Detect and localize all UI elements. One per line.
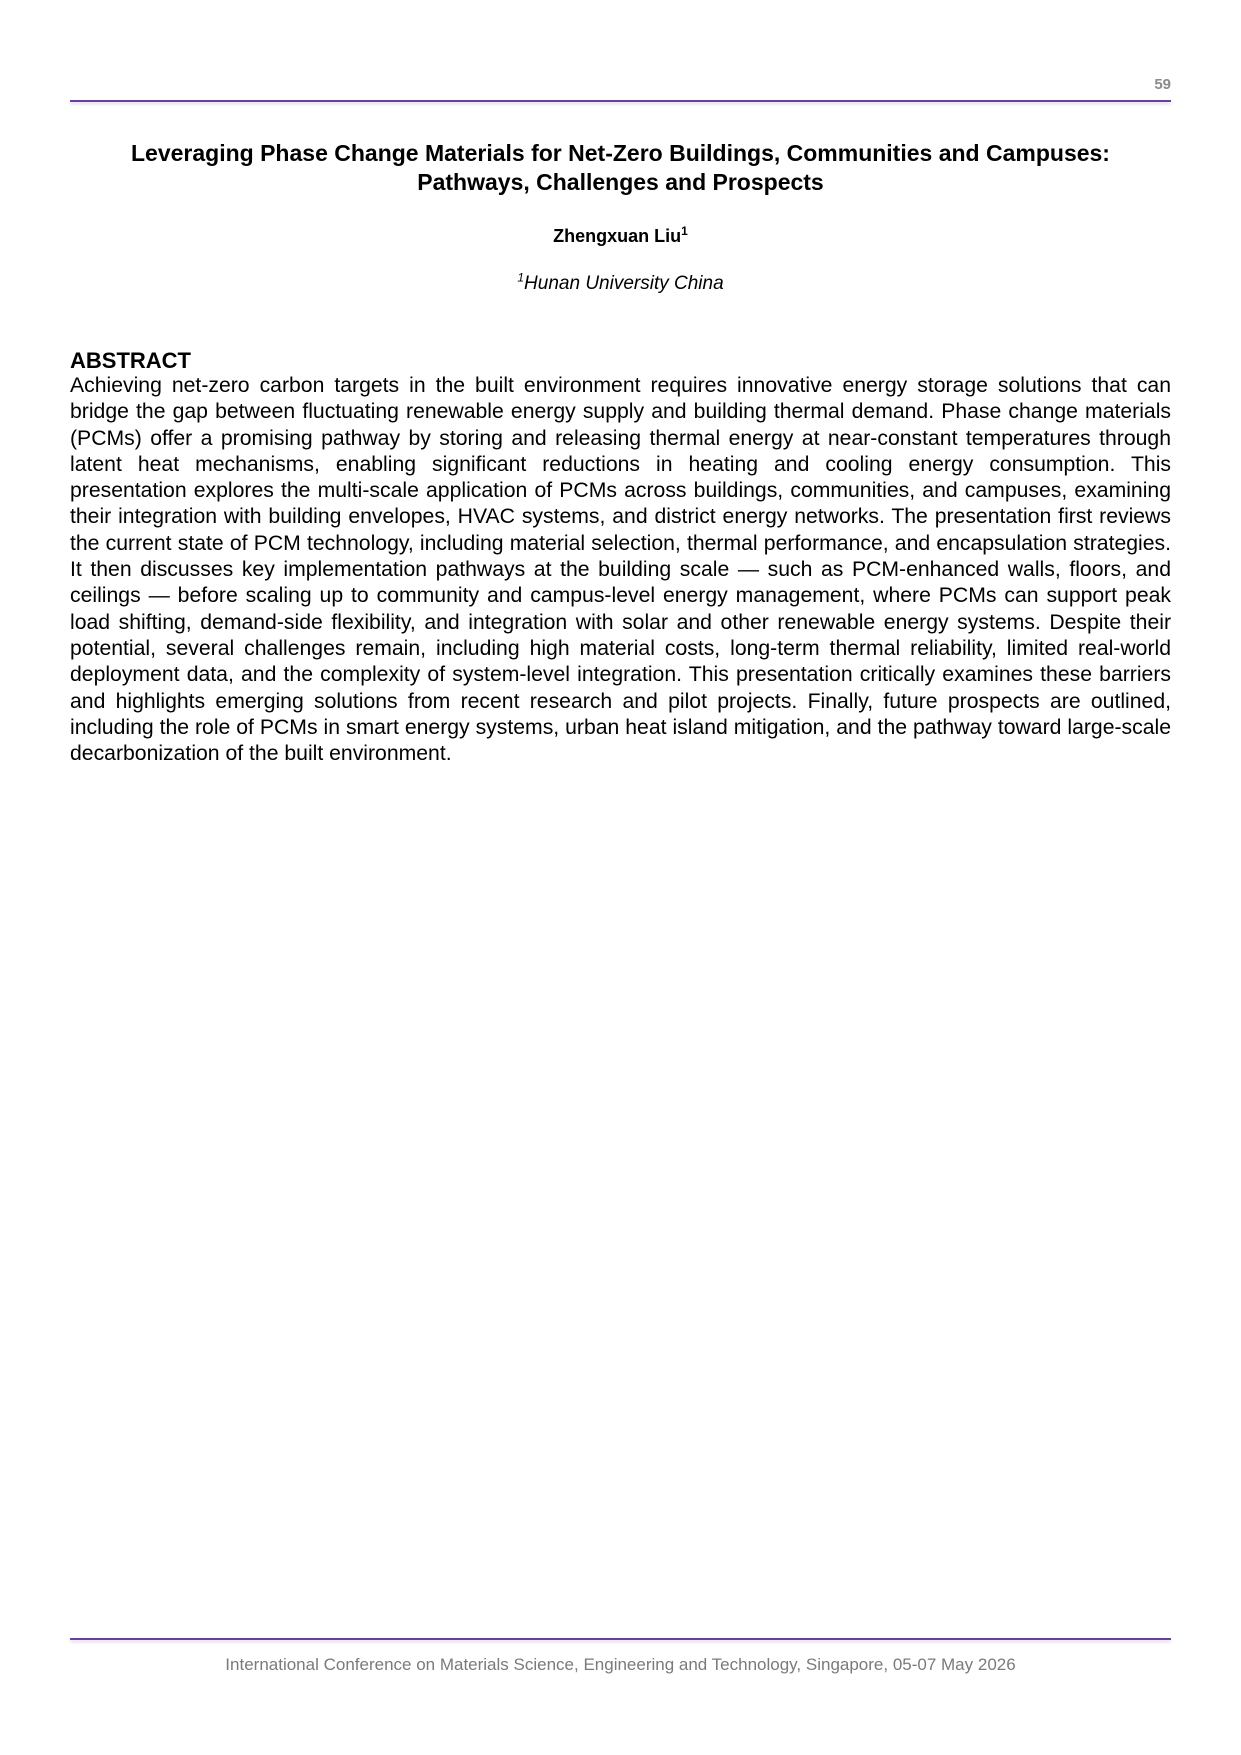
paper-title-line-1: Leveraging Phase Change Materials for Net-Zero Buildings, Communities and Campuses:	[131, 140, 1110, 166]
affiliation	[70, 270, 1171, 295]
header-rule	[70, 100, 1171, 102]
page-number: 59	[1154, 76, 1171, 93]
author-name: Zhengxuan Liu	[553, 226, 682, 246]
affiliation-superscript: 1	[517, 270, 525, 285]
footer-rule	[70, 1638, 1171, 1640]
affiliation-text: Hunan University China	[524, 273, 724, 294]
paper-title	[70, 139, 1171, 197]
abstract-heading: ABSTRACT	[70, 348, 191, 373]
author-superscript: 1	[681, 224, 688, 238]
paper-title-line-2: Pathways, Challenges and Prospects	[417, 169, 824, 195]
abstract-body: Achieving net-zero carbon targets in the built environment requires innovative energy storage solutions that can bridge the gap between fluctuating renewable energy supply and building thermal demand. Phase change materials (PCMs) offer a promising pathway by storing and releasing thermal energy at near-constant temperatures through latent heat mechanisms, enabling significant reductions in heating and cooling energy consumption. This presentation explores the multi-scale application of PCMs across buildings, communities, and campuses, examining their integration with building envelopes, HVAC systems, and district energy networks. The presentation first reviews the current state of PCM technology, including material selection, thermal performance, and encapsulation strategies. It then discusses key implementation pathways at the building scale — such as PCM-enhanced walls, floors, and ceilings — before scaling up to community and campus-level energy management, where PCMs can support peak load shifting, demand-side flexibility, and integration with solar and other renewable energy systems. Despite their potential, several challenges remain, including high material costs, long-term thermal reliability, limited real-world deployment data, and the complexity of system-level integration. This presentation critically examines these barriers and highlights emerging solutions from recent research and pilot projects. Finally, future prospects are outlined, including the role of PCMs in smart energy systems, urban heat island mitigation, and the pathway toward large-scale decarbonization of the built environment.	[70, 374, 1171, 766]
footer-text: International Conference on Materials Science, Engineering and Technology, Singapore, 05-07 May 2026	[225, 1655, 1016, 1674]
author	[70, 226, 1171, 247]
